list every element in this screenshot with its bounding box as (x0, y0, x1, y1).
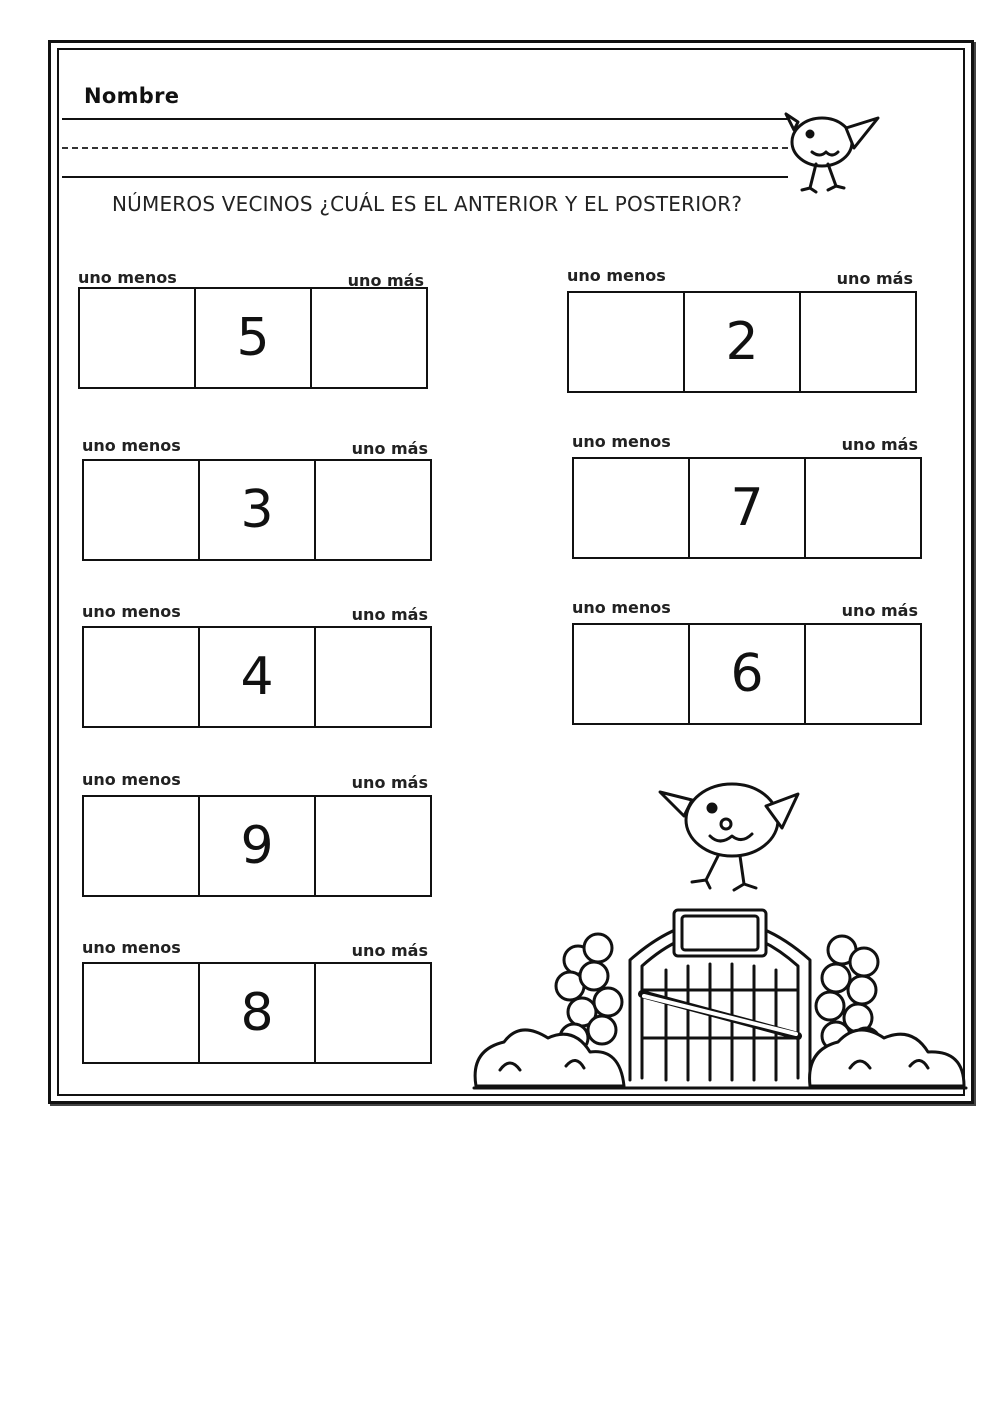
answer-box-before[interactable] (84, 628, 200, 726)
given-number-box (200, 797, 316, 895)
label-one-more: uno más (836, 269, 913, 288)
exercise-card (82, 602, 434, 737)
number-boxes (572, 457, 922, 559)
bird-on-gate-illustration (470, 780, 970, 1095)
answer-box-after[interactable] (801, 293, 915, 391)
number-boxes (82, 795, 432, 897)
number-boxes (82, 459, 432, 561)
label-one-more: uno más (351, 605, 428, 624)
given-number-box (200, 461, 316, 559)
label-one-more: uno más (841, 435, 918, 454)
number-boxes (572, 623, 922, 725)
answer-box-after[interactable] (316, 797, 430, 895)
number-boxes (78, 287, 428, 389)
answer-box-before[interactable] (84, 461, 200, 559)
given-number: 7 (730, 478, 764, 538)
bird-icon (780, 100, 890, 195)
label-one-less: uno menos (82, 436, 181, 455)
label-one-less: uno menos (82, 602, 181, 621)
given-number: 8 (240, 983, 274, 1043)
answer-box-after[interactable] (316, 964, 430, 1062)
answer-box-after[interactable] (312, 289, 426, 387)
label-one-less: uno menos (567, 266, 666, 285)
name-label: Nombre (84, 84, 180, 108)
number-boxes (82, 626, 432, 728)
answer-box-before[interactable] (574, 625, 690, 723)
given-number: 9 (240, 816, 274, 876)
answer-box-after[interactable] (316, 461, 430, 559)
given-number-box (690, 459, 806, 557)
given-number: 3 (240, 480, 274, 540)
given-number-box (200, 964, 316, 1062)
label-one-less: uno menos (572, 432, 671, 451)
label-one-more: uno más (351, 941, 428, 960)
label-one-less: uno menos (82, 770, 181, 789)
answer-box-before[interactable] (84, 797, 200, 895)
label-one-more: uno más (347, 271, 424, 290)
name-line-top (62, 118, 788, 120)
given-number-box (200, 628, 316, 726)
given-number-box (685, 293, 801, 391)
label-one-less: uno menos (572, 598, 671, 617)
given-number: 4 (240, 647, 274, 707)
label-one-more: uno más (351, 439, 428, 458)
exercise-card (572, 432, 924, 567)
answer-box-after[interactable] (316, 628, 430, 726)
answer-box-after[interactable] (806, 459, 920, 557)
name-line-dashed[interactable] (62, 147, 788, 149)
number-boxes (82, 962, 432, 1064)
answer-box-after[interactable] (806, 625, 920, 723)
label-one-less: uno menos (78, 268, 177, 287)
exercise-card (78, 268, 430, 403)
label-one-more: uno más (841, 601, 918, 620)
given-number-box (196, 289, 312, 387)
given-number: 2 (725, 312, 759, 372)
answer-box-before[interactable] (569, 293, 685, 391)
given-number-box (690, 625, 806, 723)
exercise-card (572, 598, 924, 733)
given-number: 5 (236, 308, 270, 368)
name-line-bottom (62, 176, 788, 178)
exercise-card (82, 938, 434, 1073)
instructions-text: NÚMEROS VECINOS ¿CUÁL ES EL ANTERIOR Y EL POSTERIOR? (112, 192, 743, 216)
given-number: 6 (730, 644, 764, 704)
exercise-card (82, 436, 434, 571)
exercise-card (82, 770, 434, 905)
number-boxes (567, 291, 917, 393)
answer-box-before[interactable] (574, 459, 690, 557)
answer-box-before[interactable] (84, 964, 200, 1062)
label-one-more: uno más (351, 773, 428, 792)
label-one-less: uno menos (82, 938, 181, 957)
exercise-card (567, 266, 919, 401)
answer-box-before[interactable] (80, 289, 196, 387)
